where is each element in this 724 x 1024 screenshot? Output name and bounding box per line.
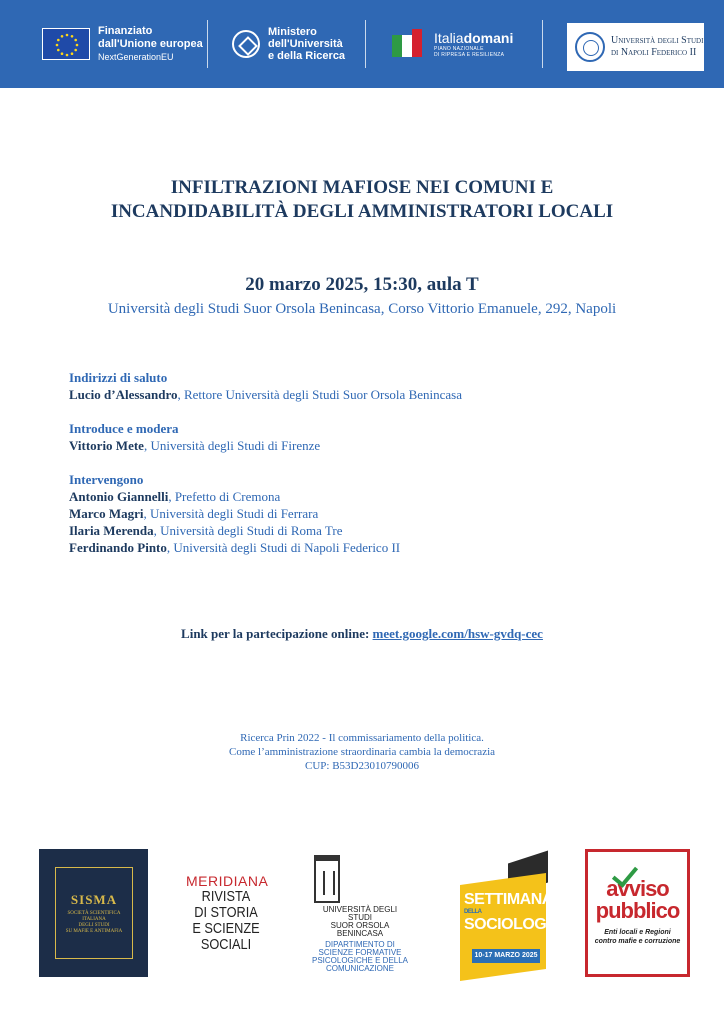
italiadomani-sub1: PIANO NAZIONALE (434, 46, 484, 52)
meridiana-l1: RIVISTA (201, 888, 251, 905)
person-affiliation: , Università degli Studi di Firenze (143, 438, 321, 453)
eu-funding-logo (42, 0, 203, 88)
settimana-sociologia-logo (458, 857, 562, 975)
settimana-della: DELLA (464, 909, 482, 915)
eu-flag-icon (42, 28, 90, 60)
sisma-sub4: SU MAFIE E ANTIMAFIA (65, 928, 123, 934)
list-item (69, 505, 669, 522)
ministry-logo (232, 0, 345, 88)
sisma-sub1: SOCIETÀ SCIENTIFICA (67, 910, 121, 916)
online-label: Link per la partecipazione online: (181, 626, 373, 641)
meridiana-logo (186, 873, 269, 953)
person-name: Lucio d’Alessandro (69, 387, 178, 402)
person-name: Vittorio Mete (69, 438, 144, 453)
meridiana-title: MERIDIANA (186, 873, 269, 889)
avviso-l1: avviso (606, 876, 669, 901)
sisma-sub2: ITALIANA (82, 916, 106, 922)
header-divider (207, 20, 208, 68)
research-cup: CUP: B53D23010790006 (305, 760, 419, 772)
avviso-sub1: Enti locali e Regioni (604, 929, 671, 936)
research-line1: Ricerca Prin 2022 - Il commissariamento della politica. (240, 732, 484, 744)
title-line1: INFILTRAZIONI MAFIOSE NEI COMUNI E (170, 177, 554, 198)
person-affiliation: , Università degli Studi di Napoli Federico II (166, 540, 401, 555)
eu-line3: NextGenerationEU (98, 51, 174, 62)
unisob-l3: BENINCASA (336, 929, 384, 938)
unisob-d3: PSICOLOGICHE E DELLA (311, 956, 409, 965)
meridiana-l3: E SCIENZE (192, 920, 260, 937)
header-divider (542, 20, 543, 68)
sisma-sub3: DEGLI STUDI (78, 922, 110, 928)
unisob-d2: SCIENZE FORMATIVE (318, 948, 402, 957)
person-name: Antonio Giannelli (69, 489, 169, 504)
list-item (69, 437, 669, 454)
research-note (0, 731, 724, 773)
person-name: Ferdinando Pinto (69, 540, 167, 555)
person-affiliation: , Università degli Studi di Ferrara (143, 506, 319, 521)
university-seal-icon (575, 32, 605, 62)
greetings-heading: Indirizzi di saluto (69, 370, 168, 385)
research-line2: Come l’amministrazione straordinaria cambia la democrazia (228, 746, 496, 758)
settimana-l2: SOCIOLOGIA (464, 916, 562, 933)
moderator-heading: Introduce e modera (69, 421, 179, 436)
italy-flag-icon (386, 27, 428, 61)
online-participation (0, 626, 724, 642)
meridiana-l4: SOCIALI (200, 936, 252, 953)
meridiana-l2: DI STORIA (194, 904, 258, 921)
avviso-l2: pubblico (595, 898, 680, 923)
person-name: Ilaria Merenda (69, 523, 154, 538)
italiadomani-logo (386, 0, 513, 88)
sisma-name: SISMA (70, 891, 118, 907)
header-divider (365, 20, 366, 68)
unisob-logo (310, 855, 410, 973)
unisob-d4: COMUNICAZIONE (326, 964, 394, 973)
settimana-l1: SETTIMANA (464, 891, 553, 908)
person-name: Marco Magri (69, 506, 144, 521)
list-item (69, 488, 669, 505)
event-datetime: 20 marzo 2025, 15:30, aula T (245, 274, 479, 295)
header-band (0, 0, 724, 88)
eu-line2: dall'Unione europea (98, 37, 203, 50)
person-affiliation: , Prefetto di Cremona (168, 489, 281, 504)
person-affiliation: , Rettore Università degli Studi Suor Orsola Benincasa (177, 387, 462, 402)
unisob-emblem-icon (314, 855, 340, 903)
speakers-heading: Intervengono (69, 472, 144, 487)
event-venue: Università degli Studi Suor Orsola Benincasa, Corso Vittorio Emanuele, 292, Napoli (107, 301, 617, 317)
title-line2: INCANDIDABILITÀ DEGLI AMMINISTRATORI LOCALI (110, 201, 614, 222)
unisob-l1: UNIVERSITÀ DEGLI STUDI (322, 905, 398, 922)
republic-emblem-icon (232, 30, 260, 58)
unina-logo (567, 23, 704, 71)
avviso-sub2: contro mafie e corruzione (594, 938, 681, 945)
italiadomani-sub2: DI RIPRESA E RESILIENZA (434, 52, 505, 58)
ministry-line1: Ministero (268, 26, 317, 38)
unisob-l2: SUOR ORSOLA (330, 921, 390, 930)
list-item (69, 522, 669, 539)
eu-line1: Finanziato (98, 24, 153, 37)
unina-line2: di Napoli Federico II (611, 47, 697, 58)
sisma-logo (39, 849, 148, 977)
list-item (69, 539, 669, 556)
event-title (0, 176, 724, 224)
italiadomani-part1: Italia (434, 30, 464, 46)
avviso-pubblico-logo (585, 849, 690, 977)
settimana-date: 10-17 MARZO 2025 (472, 949, 540, 963)
meeting-link[interactable]: meet.google.com/hsw-gvdq-cec (372, 626, 543, 641)
list-item (69, 386, 669, 403)
italiadomani-part2: domani (463, 30, 514, 46)
person-affiliation: , Università degli Studi di Roma Tre (153, 523, 343, 538)
program (69, 369, 669, 556)
ministry-line2: dell'Università (268, 38, 343, 50)
unisob-d1: DIPARTIMENTO DI (325, 940, 395, 949)
unina-line1: Università degli Studi (611, 35, 704, 46)
ministry-line3: e della Ricerca (268, 50, 346, 62)
